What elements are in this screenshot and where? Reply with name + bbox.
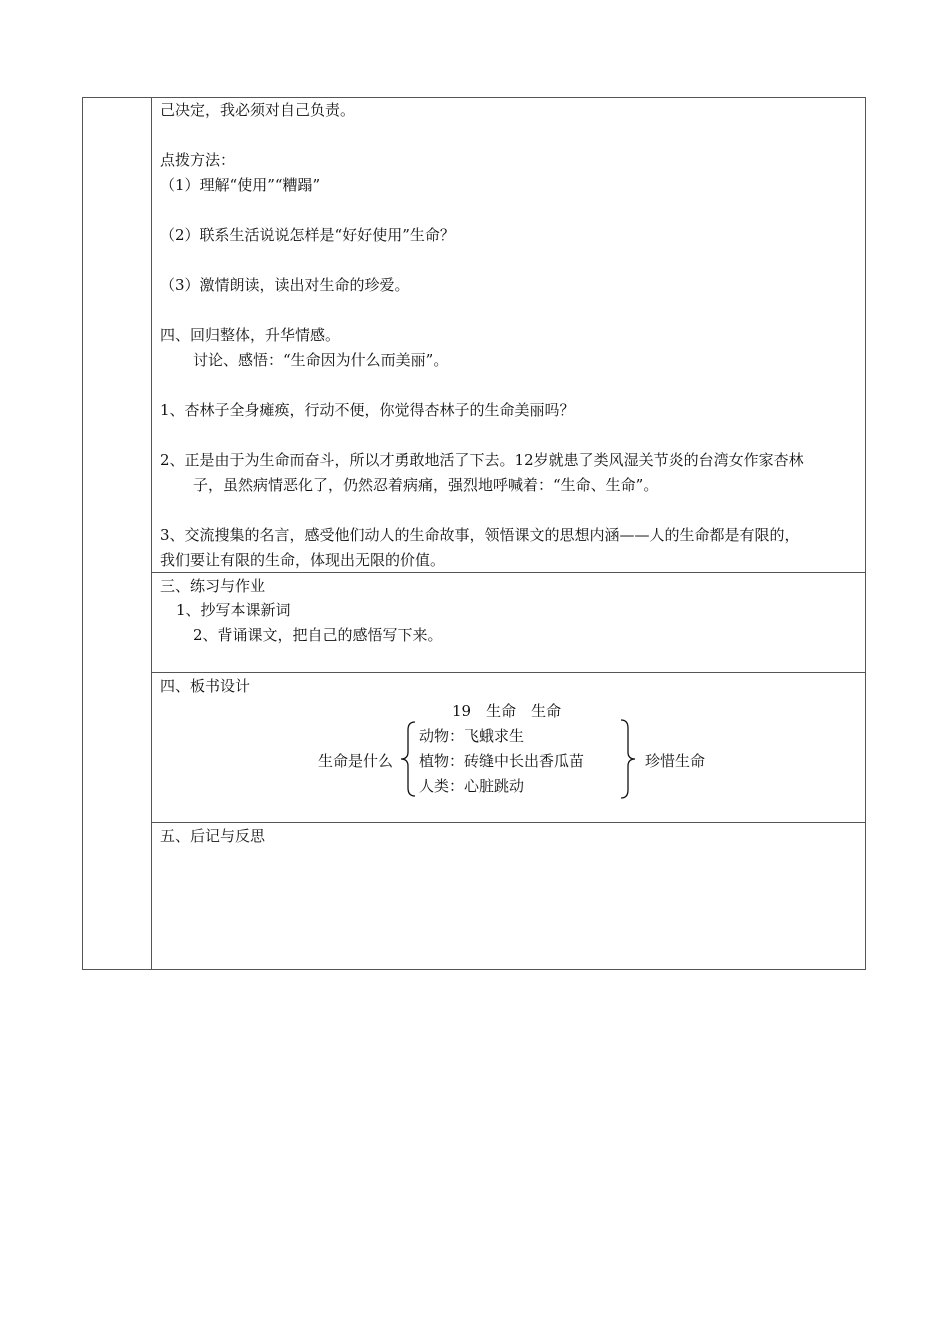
board-row-animal: 动物：飞蛾求生 <box>419 727 525 745</box>
board-right-label: 珍惜生命 <box>645 752 706 770</box>
question-1: 1、杏林子全身瘫痪，行动不便，你觉得杏林子的生命美丽吗？ <box>160 401 575 419</box>
board-heading: 19 生命 生命 <box>452 702 562 720</box>
homework-item-1: 1、抄写本课新词 <box>176 601 291 619</box>
method-title: 点拨方法： <box>160 151 236 169</box>
reflection-title: 五、后记与反思 <box>160 827 266 845</box>
board-row-human: 人类：心脏跳动 <box>419 777 525 795</box>
homework-item-2: 2、背诵课文，把自己的感悟写下来。 <box>193 626 443 644</box>
column-divider <box>151 98 152 969</box>
board-row-plant: 植物：砖缝中长出香瓜苗 <box>419 752 585 770</box>
board-title: 四、板书设计 <box>160 677 251 695</box>
question-3-line-1: 3、交流搜集的名言，感受他们动人的生命故事，领悟课文的思想内涵——人的生命都是有限的， <box>160 526 800 544</box>
question-2-line-1: 2、正是由于为生命而奋斗，所以才勇敢地活了下去。12岁就患了类风湿关节炎的台湾女作家杏林 <box>160 451 804 469</box>
row-divider-reflection <box>151 822 865 823</box>
method-item-1: （1）理解“使用”“糟蹋” <box>160 176 321 194</box>
homework-title: 三、练习与作业 <box>160 577 266 595</box>
right-brace-icon <box>618 718 638 800</box>
text-continuation: 己决定，我必须对自己负责。 <box>160 101 356 119</box>
step4-discussion: 讨论、感悟：“生命因为什么而美丽”。 <box>193 351 449 369</box>
question-3-line-2: 我们要让有限的生命，体现出无限的价值。 <box>160 551 446 569</box>
row-divider-homework <box>151 572 865 573</box>
left-brace-icon <box>398 720 418 798</box>
board-left-label: 生命是什么 <box>318 752 394 770</box>
method-item-2: （2）联系生活说说怎样是“好好使用”生命？ <box>160 226 455 244</box>
question-2-line-2: 子，虽然病情恶化了，仍然忍着病痛，强烈地呼喊着：“生命、生命”。 <box>193 476 659 494</box>
step4-title: 四、回归整体，升华情感。 <box>160 326 341 344</box>
row-divider-board <box>151 672 865 673</box>
method-item-3: （3）激情朗读，读出对生命的珍爱。 <box>160 276 410 294</box>
